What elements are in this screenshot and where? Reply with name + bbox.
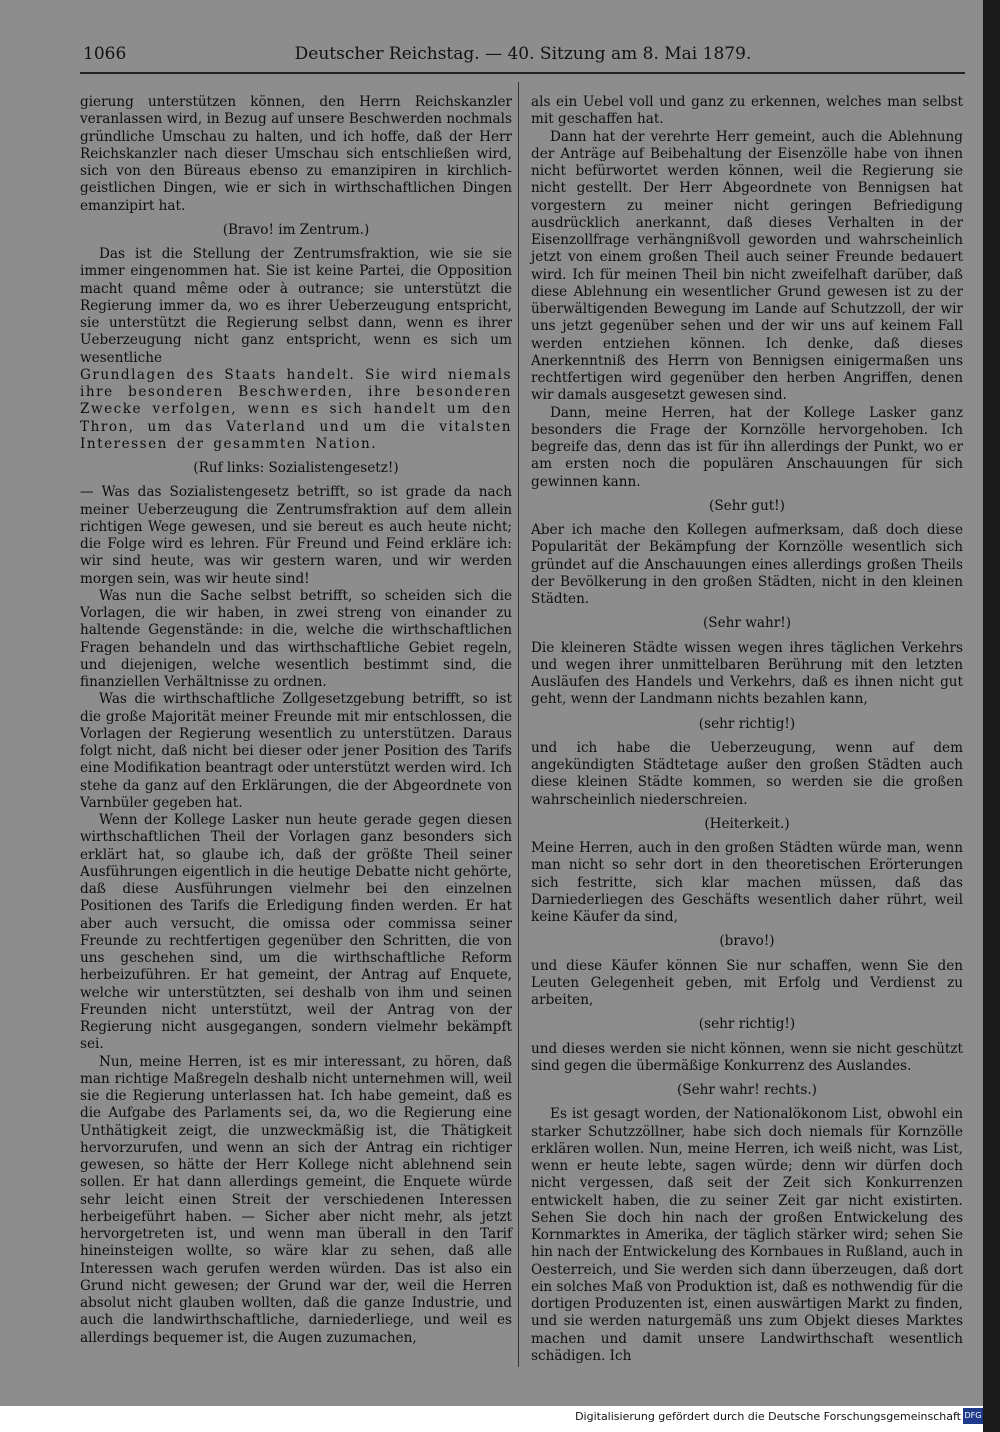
footer: [0, 1406, 983, 1432]
paragraph: und dieses werden sie nicht können, wenn sie nicht geschützt sind gegen die übermäßige Konkurrenz des Auslandes.: [531, 1040, 963, 1074]
funding-credit: Digitalisierung gefördert durch die Deutsche Forschungsgemeinschaft: [575, 1410, 961, 1423]
page-number: 1066: [83, 44, 127, 64]
interjection: (sehr richtig!): [698, 1016, 796, 1033]
paragraph: Dann hat der verehrte Herr gemeint, auch die Ablehnung der Anträge auf Beibehaltung der Eisenzölle habe von ihnen nicht befürwortet werden können, weil die Regierung sie nicht gestellt. Der Herr Abgeordnete von Bennigsen hat vorgestern zu meiner nicht geringen Befriedigung ausdrücklich anerkannt, daß dieses Verhalten in der Eisenzollfrage verhängnißvoll geworden und wahrscheinlich jetzt von einem großen Theil auch seiner Freunde bedauert wird. Ich für meinen Theil bin nicht zweifelhaft darüber, daß diese Ablehnung ein wesentlicher Grund gewesen ist zu der überwältigenden Bewegung im Lande auf Schutzzoll, der wir uns jetzt gegenüber sehen und der wir uns auf keinem Fall werden entziehen können. Ich denke, daß dieses Anerkenntniß des Herrn von Bennigsen einigermaßen uns rechtfertigen wird gegenüber den herben Angriffen, denen wir damals ausgesetzt gewesen sind.: [531, 128, 963, 404]
interjection: (Ruf links: Sozialistengesetz!): [193, 460, 399, 476]
paragraph: Wenn der Kollege Lasker nun heute gerade gegen diesen wirthschaftlichen Theil der Vorlagen ganz besonders sich erklärt hat, so glaube ich, daß der größte Theil seiner Ausführungen eigentlich in die heutige Debatte nicht gehörte, daß diese Ausführungen vielmehr bei den einzelnen Positionen des Tarifs die Erledigung finden werden. Er hat aber auch versucht, die omissa oder commissa seiner Freunde zu rechtfertigen gegenüber den Schritten, die von uns geschehen sind, um die wirthschaftliche Reform herbeizuführen. Er hat gemeint, der Antrag auf Enquete, welche wir unterstützten, sei deshalb von ihm und seinen Freunden nicht unterstützt, weil der Antrag von der Regierung nicht ausgegangen, sondern vielmehr bekämpft sei.: [80, 812, 512, 1053]
paragraph: und diese Käufer können Sie nur schaffen, wenn Sie den Leuten Gelegenheit geben, mit Erfolg und Verdienst zu arbeiten,: [531, 957, 963, 1008]
paragraph: Was die wirthschaftliche Zollgesetzgebung betrifft, so ist die große Majorität meiner Freunde mit mir entschlossen, die Vorlagen der Regierung wesentlich zu unterstützen. Daraus folgt nicht, daß nicht bei dieser oder jener Position des Tarifs eine Modifikation beantragt oder unterstützt werden wird. Ich stehe da ganz auf den Erklärungen, die der Abgeordnete von Varnbüler gegeben hat.: [80, 691, 512, 811]
interjection: (Sehr wahr!): [703, 615, 791, 632]
paragraph: Was nun die Sache selbst betrifft, so scheiden sich die Vorlagen, die wir haben, in zwei streng von einander zu haltende Gegenstände: in die, welche die wirthschaftlichen Fragen behandeln und das wirthschaftliche Gebiet regeln, und diejenigen, welche wesentlich bestimmt sind, die finanziellen Verhältnisse zu ordnen.: [80, 587, 512, 690]
interjection: (Sehr wahr! rechts.): [677, 1082, 817, 1098]
paragraph: als ein Uebel voll und ganz zu erkennen, welches man selbst mit geschaffen hat.: [531, 94, 963, 128]
paragraph: Nun, meine Herren, ist es mir interessant, zu hören, daß man richtige Maßregeln deshalb nicht unternehmen will, weil sie die Regierung unterlassen hat. Ich habe gemeint, daß es die Aufgabe des Parlaments sei, da, wo die Regierung eine Unthätigkeit zeigt, die unzweckmäßig ist, die Thätigkeit hervorzurufen, und wenn an sich der Antrag ein richtiger gewesen, so hätte der Herr Kollege nicht ablehnend sein sollen. Er hat dann allerdings gemeint, die Enquete würde sehr leicht einen Streit der verschiedenen Interessen herbeigeführt haben. — Sicher aber nicht mehr, als jetzt hervorgetreten ist, und wenn man überall in den Tarif hineinsteigen wollte, so wäre klar zu sehen, daß alle Interessen wach gerufen werden würden. Das ist also ein Grund nicht gewesen; der Grund war der, weil die Herren absolut nicht glauben wollten, daß die ganze Industrie, und auch die landwirthschaftliche, darniederliege, und weil es allerdings bequemer ist, die Augen zuzumachen,: [80, 1053, 512, 1346]
interjection: (bravo!): [719, 933, 775, 950]
dfg-logo: DFG: [963, 1408, 983, 1424]
paragraph: Meine Herren, auch in den großen Städten würde man, wenn man nicht so sehr dort in den theoretischen Erörterungen sich festritte, sich klar machen müssen, daß das Darniederliegen des Geschäfts wesentlich daher rührt, weil keine Käufer da sind,: [531, 840, 963, 925]
paragraph: Dann, meine Herren, hat der Kollege Lasker ganz besonders die Frage der Kornzölle hervorgehoben. Ich begreife das, denn das ist für ihn allerdings der Punkt, wo er am ersten noch die populären Anschauungen für sich gewinnen kann.: [531, 404, 963, 490]
paragraph: — Was das Sozialistengesetz betrifft, so ist grade da nach meiner Ueberzeugung die Zentrumsfraktion auf dem allein richtigen Wege gewesen, und sie bereut es auch heute nicht; die Folge wird es lehren. Für Freund und Feind erkläre ich: wir sind heute, was wir gestern waren, und wir werden morgen sein, was wir heute sind!: [80, 484, 512, 587]
page-title: Deutscher Reichstag. — 40. Sitzung am 8. Mai 1879.: [294, 44, 752, 64]
paragraph: und ich habe die Ueberzeugung, wenn auf dem angekündigten Städtetage außer den großen Städten auch diese kleinen Städte kommen, so werden sie die großen wahrscheinlich niederschreien.: [531, 739, 963, 808]
interjection: (Bravo! im Zentrum.): [222, 221, 370, 238]
paragraph: Das ist die Stellung der Zentrumsfraktion, wie sie sie immer eingenommen hat. Sie ist keine Partei, die Opposition macht quand même oder à outrance; sie unterstützt die Regierung immer da, wo es ihrer Ueberzeugung entspricht, sie unterstützt die Regierung selbst dann, wenn es ihrer Ueberzeugung nicht ganz entspricht, wenn es sich um wesentliche: [80, 246, 512, 366]
scan-edge: [983, 0, 1000, 1432]
left-column: [80, 94, 512, 1347]
paragraph: Es ist gesagt worden, der Nationalökonom List, obwohl ein starker Schutzzöllner, habe sich doch niemals für Kornzölle erklären wollen. Nun, meine Herren, ich weiß nicht, was List, wenn er heute lebte, sagen würde; denn wir dürfen doch nicht vergessen, daß seit der Zeit sich Konkurrenzen entwickelt haben, die zu seiner Zeit gar nicht existirten. Sehen Sie doch hin nach der großen Entwickelung des Kornmarktes in Amerika, der täglich stärker wird; sehen Sie hin nach der Entwickelung des Kornbaues in Rußland, auch in Oesterreich, und Sie werden sich dann überzeugen, daß dort ein solches Maß von Produktion ist, daß es nothwendig für die dortigen Produzenten ist, einen auswärtigen Markt zu finden, und sie werden naturgemäß uns zum Objekt dieses Marktes machen und damit unsere Landwirthschaft wesentlich schädigen. Ich: [531, 1106, 963, 1364]
right-column: [531, 94, 963, 1365]
page-header: [83, 44, 963, 70]
interjection: (Heiterkeit.): [704, 815, 790, 832]
paragraph: Aber ich mache den Kollegen aufmerksam, daß doch diese Popularität der Bekämpfung der Kornzölle wesentlich sich gründet auf die Anschauungen eines allerdings großen Theils der Bevölkerung in den großen Städten, nicht in den kleinen Städten.: [531, 522, 963, 607]
spaced-paragraph: Grundlagen des Staats handelt. Sie wird niemals ihre besonderen Beschwerden, ihre besonderen Zwecke verfolgen, wenn es sich handelt um den Thron, um das Vaterland und um die vitalsten Interessen der gesammten Nation.: [80, 366, 512, 452]
paragraph: gierung unterstützen können, den Herrn Reichskanzler veranlassen wird, in Bezug auf unsere Beschwerden nochmals gründliche Umschau zu halten, und ich hoffe, daß der Herr Reichskanzler nach dieser Umschau sich entschließen wird, sich von den Büreaus ebenso zu emanzipiren in kirchlich-geistlichen Dingen, wie er sich in wirthschaftlichen Dingen emanzipirt hat.: [80, 94, 512, 214]
paragraph: Die kleineren Städte wissen wegen ihres täglichen Verkehrs und wegen ihrer unmittelbaren Berührung mit den letzten Ausläufen des Handels und Verkehrs, daß es ihnen nicht gut geht, wenn der Landmann nichts bezahlen kann,: [531, 639, 963, 708]
column-divider: [518, 82, 519, 1367]
interjection: (sehr richtig!): [698, 715, 796, 732]
interjection: (Sehr gut!): [709, 497, 785, 514]
header-rule: [80, 72, 965, 74]
